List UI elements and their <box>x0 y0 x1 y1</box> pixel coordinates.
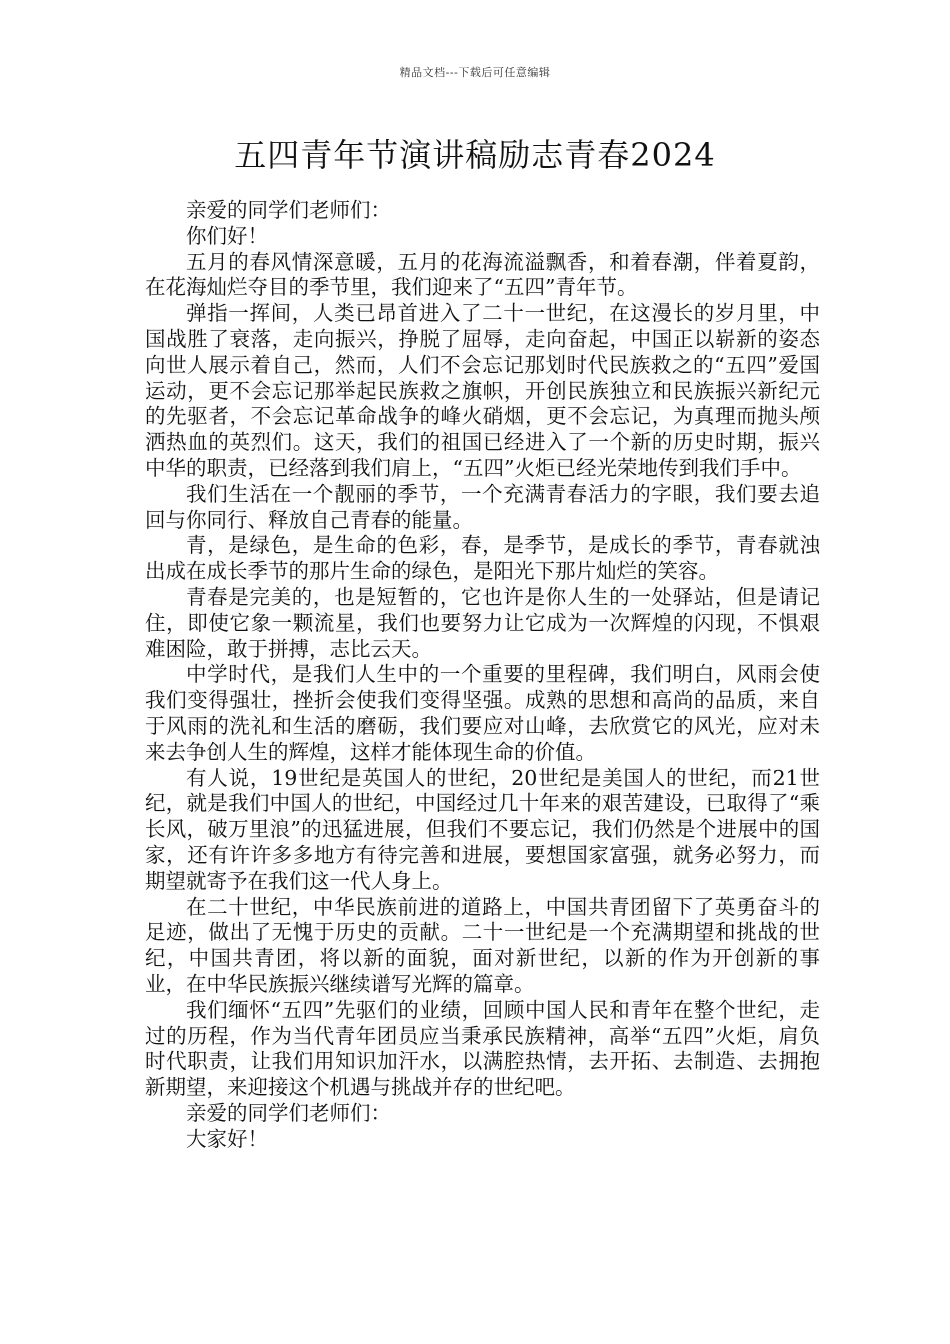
document-body <box>145 198 820 1152</box>
body-paragraph: 有人说，19世纪是英国人的世纪，20世纪是美国人的世纪，而21世纪，就是我们中国人的世纪，中国经过几十年来的艰苦建设，已取得了“乘长风，破万里浪”的迅猛进展，但我们不要忘记，我们仍然是个进展中的国家，还有许许多多地方有待完善和进展，要想国家富强，就务必努力，而期望就寄予在我们这一代人身上。 <box>145 765 820 893</box>
body-paragraph: 青春是完美的，也是短暂的，它也许是你人生的一处驿站，但是请记住，即使它象一颗流星，我们也要努力让它成为一次辉煌的闪现，不惧艰难困险，敢于拼搏，志比云天。 <box>145 584 820 661</box>
greeting-paragraph: 你们好！ <box>186 223 268 248</box>
closing-salutation-paragraph: 亲爱的同学们老师们： <box>186 1100 391 1125</box>
body-paragraph: 我们缅怀“五四”先驱们的业绩，回顾中国人民和青年在整个世纪，走过的历程，作为当代青年团员应当秉承民族精神，高举“五四”火炬，肩负时代职责，让我们用知识加汗水，以满腔热情，去开拓、去制造、去拥抱新期望，来迎接这个机遇与挑战并存的世纪吧。 <box>145 997 820 1100</box>
body-paragraph: 中学时代，是我们人生中的一个重要的里程碑，我们明白，风雨会使我们变得强壮，挫折会使我们变得坚强。成熟的思想和高尚的品质，来自于风雨的洗礼和生活的磨砺，我们要应对山峰，去欣赏它的风光，应对未来去争创人生的辉煌，这样才能体现生命的价值。 <box>145 662 820 764</box>
document-title: 五四青年节演讲稿励志青春2024 <box>234 136 716 174</box>
body-paragraph: 在二十世纪，中华民族前进的道路上，中国共青团留下了英勇奋斗的足迹，做出了无愧于历史的贡献。二十一世纪是一个充满期望和挑战的世纪，中国共青团，将以新的面貌，面对新世纪，以新的作为开创新的事业，在中华民族振兴继续谱写光辉的篇章。 <box>145 894 820 996</box>
body-paragraph: 我们生活在一个靓丽的季节，一个充满青春活力的字眼，我们要去追回与你同行、释放自己青春的能量。 <box>145 481 820 532</box>
closing-greeting-paragraph: 大家好！ <box>186 1126 268 1151</box>
body-paragraph: 青，是绿色，是生命的色彩，春，是季节，是成长的季节，青春就浊出成在成长季节的那片生命的绿色，是阳光下那片灿烂的笑容。 <box>145 533 820 584</box>
page-header-note: 精品文档---下载后可任意编辑 <box>399 66 551 79</box>
body-paragraph: 弹指一挥间，人类已昂首进入了二十一世纪，在这漫长的岁月里，中国战胜了衰落，走向振兴，挣脱了屈辱，走向奋起，中国正以崭新的姿态向世人展示着自己，然而，人们不会忘记那划时代民族救之的“五四”爱国运动，更不会忘记那举起民族救之旗帜，开创民族独立和民族振兴新纪元的先驱者，不会忘记革命战争的峰火硝烟，更不会忘记，为真理而抛头颅洒热血的英烈们。这天，我们的祖国已经进入了一个新的历史时期，振兴中华的职责，已经落到我们肩上，“五四”火炬已经光荣地传到我们手中。 <box>145 301 820 480</box>
body-paragraph: 五月的春风情深意暖，五月的花海流溢飘香，和着春潮，伴着夏韵，在花海灿烂夺目的季节里，我们迎来了“五四”青年节。 <box>145 249 820 300</box>
salutation-paragraph: 亲爱的同学们老师们： <box>186 198 391 222</box>
